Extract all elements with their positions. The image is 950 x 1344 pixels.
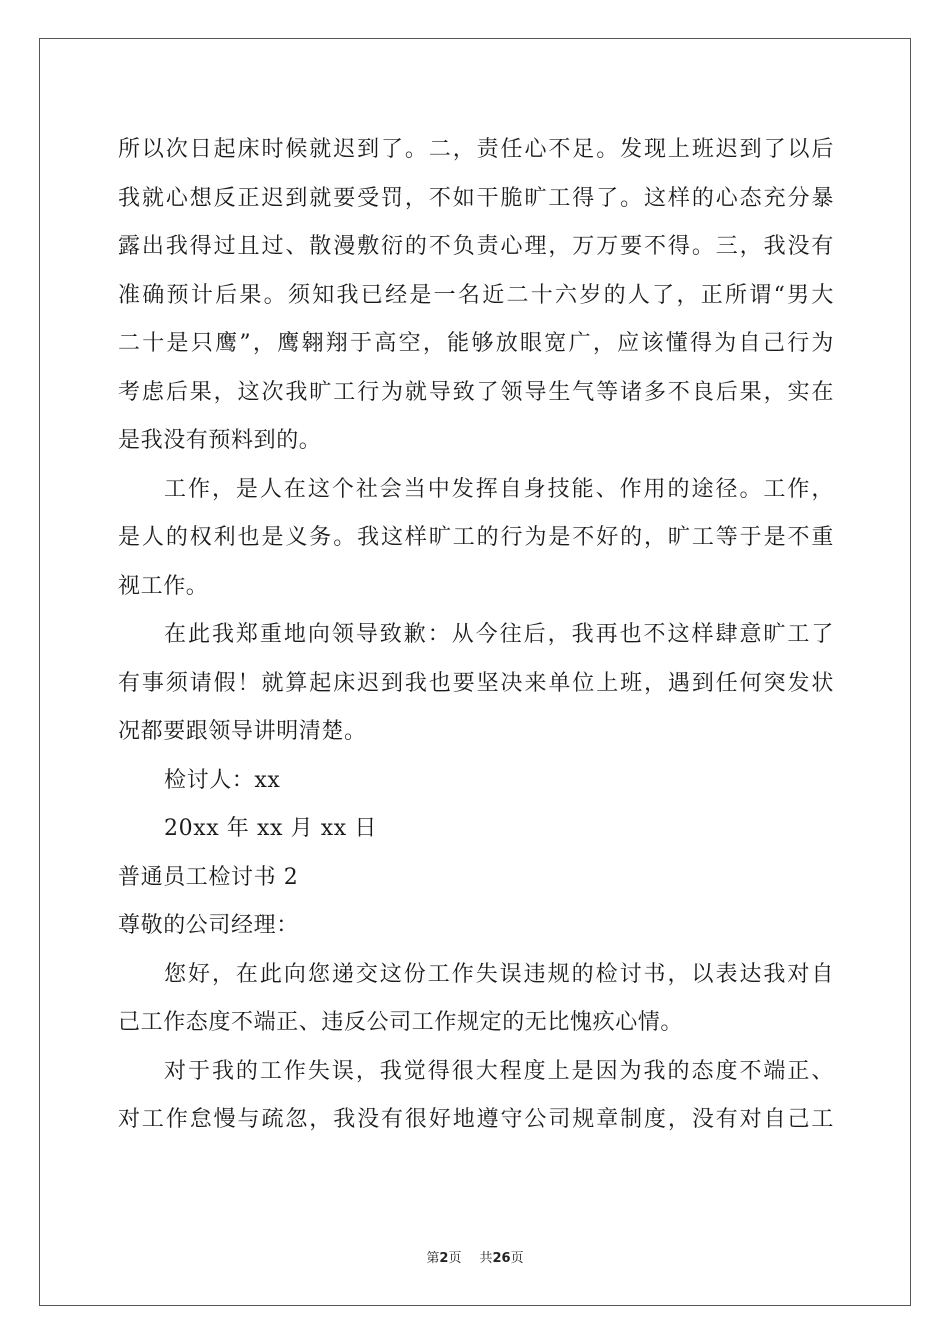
paragraph-start-line: 工作，是人在这个社会当中发挥自身技能、作用的途径。工作，	[164, 476, 834, 502]
text-line: 二十是只鹰”，鹰翱翔于高空，能够放眼宽广，应该懂得为自己行为	[118, 331, 834, 356]
text-line: 况都要跟领导讲明清楚。	[118, 719, 367, 744]
text-line: 准确预计后果。须知我已经是一名近二十六岁的人了，正所谓“男大	[118, 282, 834, 308]
salutation-line: 尊敬的公司经理：	[118, 913, 299, 938]
page-footer	[0, 1247, 950, 1266]
signature-line: 检讨人：xx	[164, 767, 281, 793]
page-label-suffix: 页	[448, 1251, 462, 1266]
document-body	[118, 126, 834, 1145]
paragraph-start-line: 您好，在此向您递交这份工作失误违规的检讨书，以表达我对自	[164, 961, 834, 987]
text-line: 是我没有预料到的。	[118, 428, 322, 453]
text-line: 对工作怠慢与疏忽，我没有很好地遵守公司规章制度，没有对自己工	[118, 1107, 834, 1132]
text-line: 考虑后果，这次我旷工行为就导致了领导生气等诸多不良后果，实在	[118, 379, 834, 405]
total-label-suffix: 页	[510, 1251, 524, 1266]
text-line: 所以次日起床时候就迟到了。二，责任心不足。发现上班迟到了以后	[118, 137, 834, 162]
text-line: 有事须请假！就算起床迟到我也要坚决来单位上班，遇到任何突发状	[118, 670, 834, 696]
section-title: 普通员工检讨书 2	[118, 864, 299, 890]
text-line: 是人的权利也是义务。我这样旷工的行为是不好的，旷工等于是不重	[118, 525, 834, 550]
page-number: 2	[439, 1251, 449, 1266]
text-line: 视工作。	[118, 573, 209, 599]
text-line: 露出我得过且过、散漫敷衍的不负责心理，万万要不得。三，我没有	[118, 234, 834, 259]
paragraph-start-line: 对于我的工作失误，我觉得很大程度上是因为我的态度不端正、	[164, 1058, 834, 1084]
paragraph-start-line: 在此我郑重地向领导致歉：从今往后，我再也不这样肆意旷工了	[164, 622, 834, 647]
total-label-prefix: 共	[479, 1251, 493, 1266]
total-pages: 26	[492, 1251, 511, 1266]
text-line: 己工作态度不端正、违反公司工作规定的无比愧疚心情。	[118, 1010, 684, 1035]
date-line: 20xx 年 xx 月 xx 日	[164, 816, 378, 841]
text-line: 我就心想反正迟到就要受罚，不如干脆旷工得了。这样的心态充分暴	[118, 185, 834, 211]
page-label-prefix: 第	[426, 1251, 440, 1266]
